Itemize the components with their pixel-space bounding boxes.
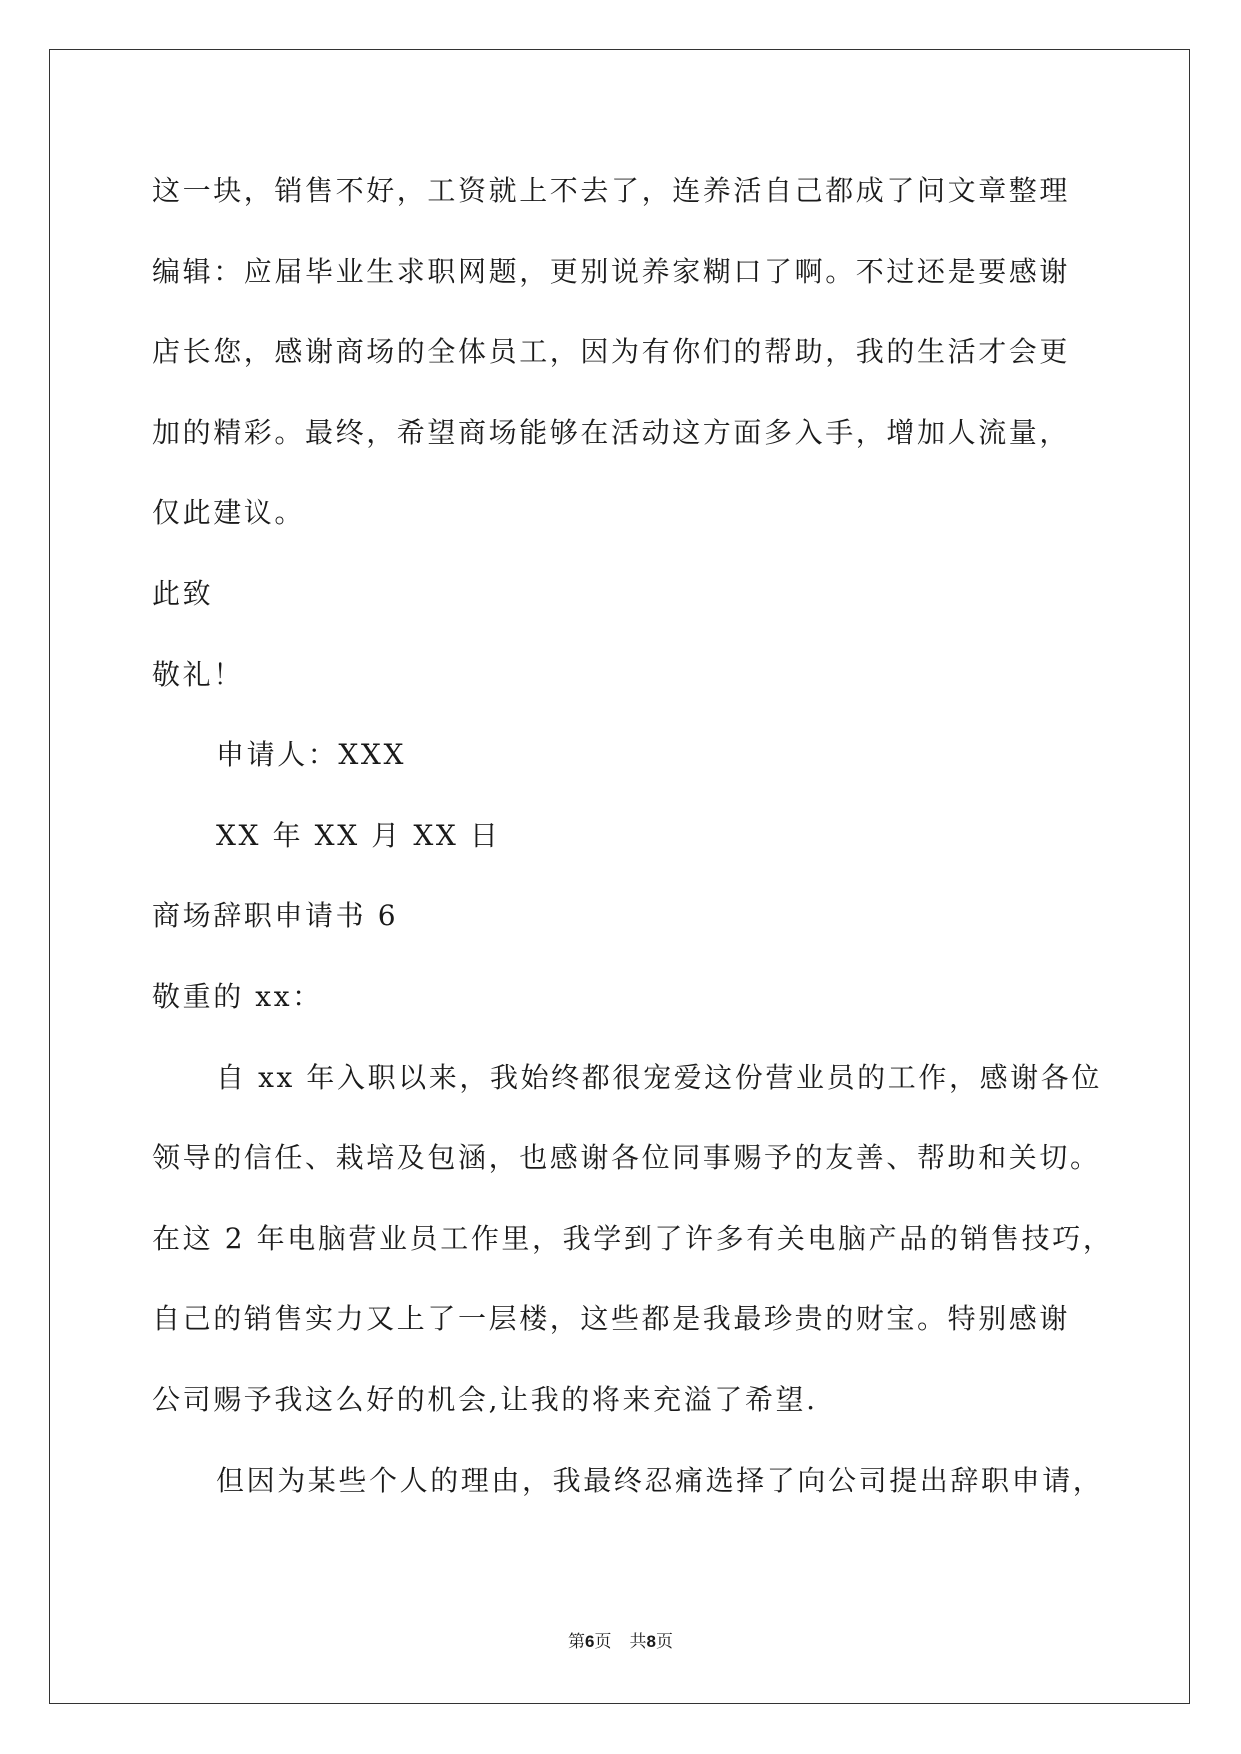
- text-line: 领导的信任、栽培及包涵，也感谢各位同事赐予的友善、帮助和关切。: [152, 1141, 1101, 1175]
- text-line: 自 xx 年入职以来，我始终都很宠爱这份营业员的工作，感谢各位: [216, 1060, 1102, 1094]
- text-line: 店长您，感谢商场的全体员工，因为有你们的帮助，我的生活才会更: [152, 335, 1071, 369]
- text-line: 自己的销售实力又上了一层楼，这些都是我最珍贵的财宝。特别感谢: [152, 1302, 1071, 1336]
- text-line: 仅此建议。: [152, 496, 306, 530]
- page-number-current: 6: [585, 1632, 595, 1651]
- page-unit: 页: [594, 1632, 612, 1652]
- text-line: 在这 2 年电脑营业员工作里，我学到了许多有关电脑产品的销售技巧，: [152, 1221, 1114, 1255]
- text-line: 公司赐予我这么好的机会,让我的将来充溢了希望.: [152, 1382, 818, 1416]
- page-footer: [0, 1630, 1241, 1654]
- text-line: 编辑：应届毕业生求职网题，更别说养家糊口了啊。不过还是要感谢: [152, 254, 1071, 288]
- section-heading: 商场辞职申请书 6: [152, 899, 399, 933]
- closing-salutation: 此致: [152, 576, 214, 610]
- letter-greeting: 敬重的 xx：: [152, 979, 323, 1013]
- applicant-signature: 申请人：XXX: [216, 738, 407, 772]
- text-line: 但因为某些个人的理由，我最终忍痛选择了向公司提出辞职申请，: [216, 1463, 1104, 1497]
- total-prefix: 共: [629, 1632, 647, 1652]
- letter-date: XX 年 XX 月 XX 日: [216, 818, 501, 852]
- text-line: 加的精彩。最终，希望商场能够在活动这方面多入手，增加人流量，: [152, 415, 1071, 449]
- text-line: 这一块，销售不好，工资就上不去了，连养活自己都成了问文章整理: [152, 174, 1071, 207]
- page-prefix: 第: [568, 1632, 586, 1652]
- total-unit: 页: [655, 1632, 673, 1652]
- document-body: [152, 165, 1114, 1535]
- page-number-total: 8: [646, 1632, 656, 1651]
- closing-regards: 敬礼！: [152, 657, 244, 691]
